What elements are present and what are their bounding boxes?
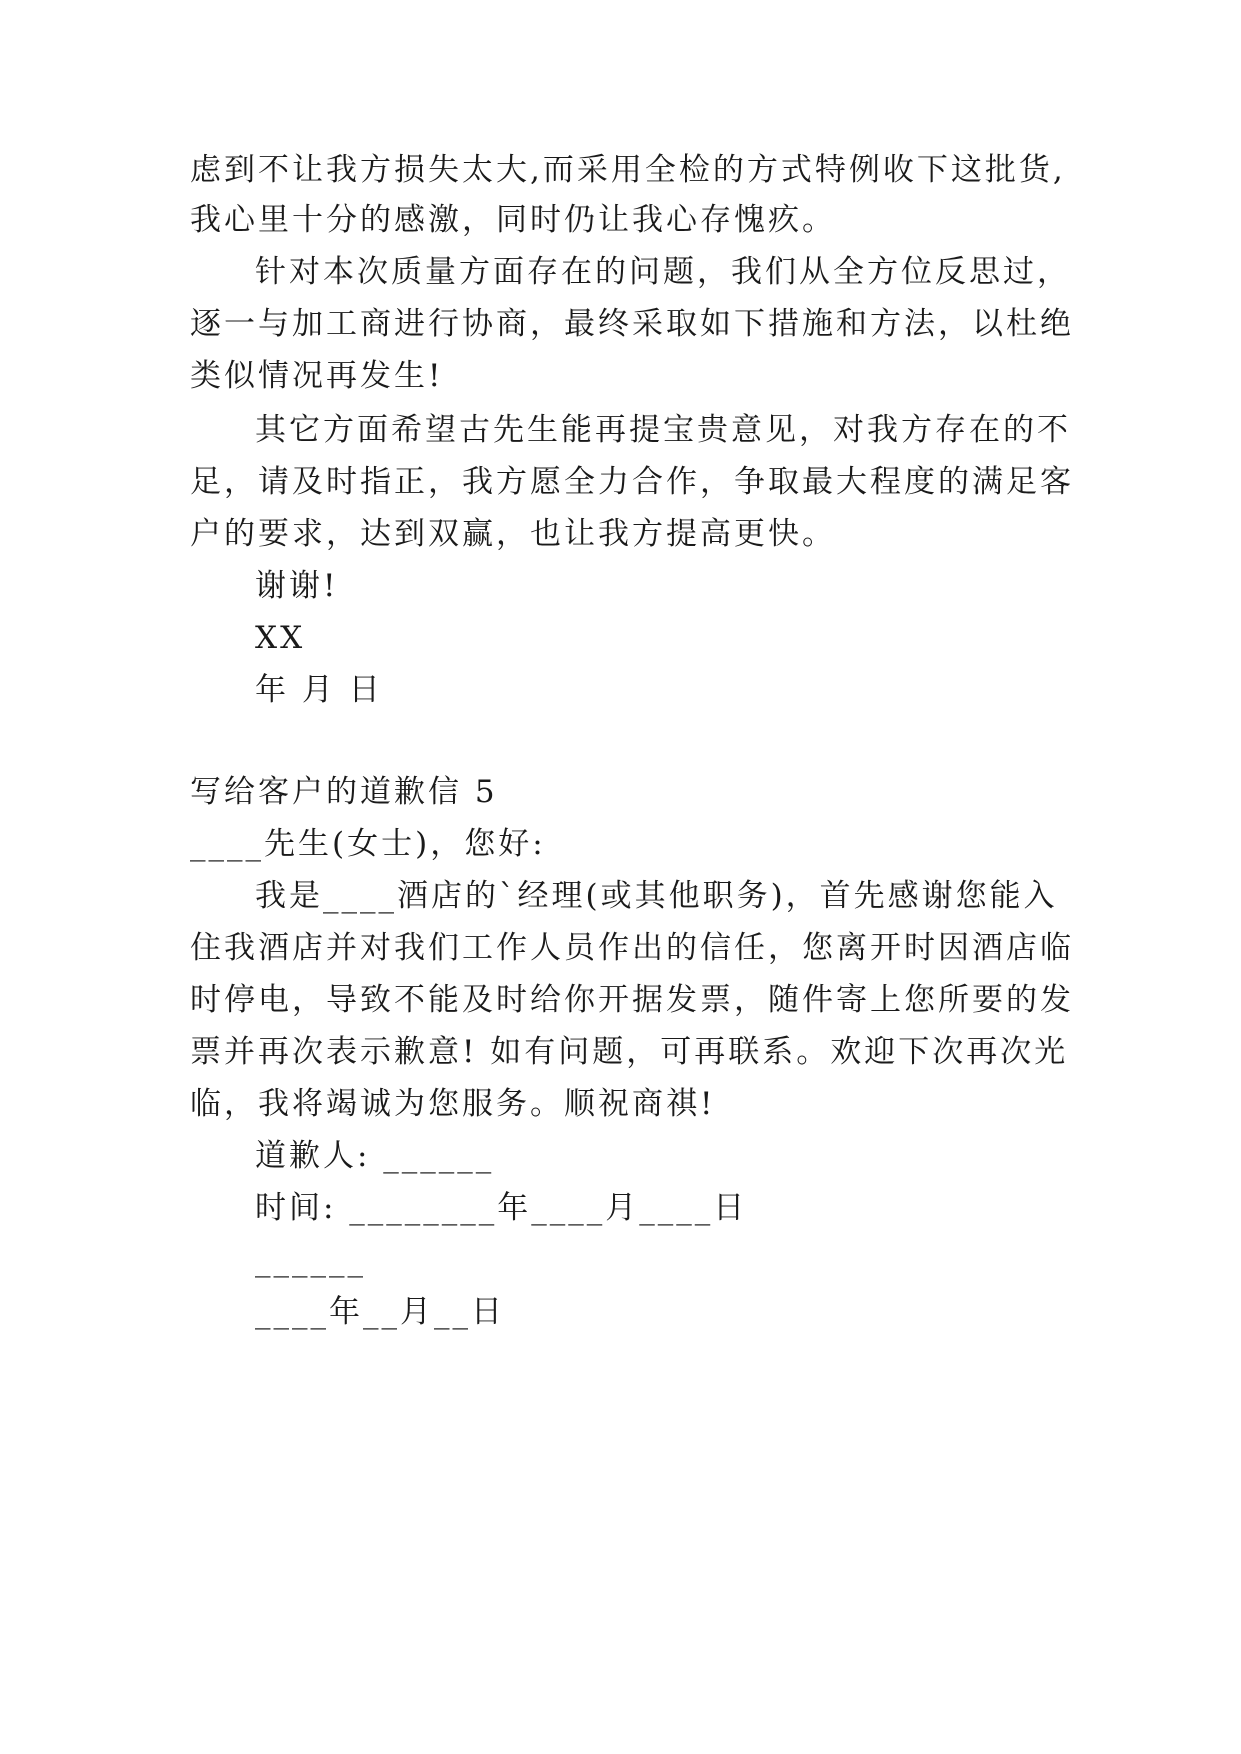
paragraph-line: 临，我将竭诚为您服务。顺祝商祺!	[190, 1086, 716, 1122]
paragraph-line: 时停电，导致不能及时给你开据发票，随件寄上您所要的发	[190, 982, 1074, 1018]
paragraph-line: 逐一与加工商进行协商，最终采取如下措施和方法，以杜绝	[190, 306, 1074, 342]
paragraph-line: 足，请及时指正，我方愿全力合作，争取最大程度的满足客	[190, 464, 1074, 500]
date-line: ____年__月__日	[255, 1294, 505, 1330]
paragraph-line: 住我酒店并对我们工作人员作出的信任，您离开时因酒店临	[190, 930, 1074, 966]
paragraph-line: 户的要求，达到双赢，也让我方提高更快。	[190, 516, 836, 552]
paragraph-line: 其它方面希望古先生能再提宝贵意见，对我方存在的不	[255, 412, 1071, 448]
paragraph-line: 我心里十分的感激，同时仍让我心存愧疚。	[190, 202, 836, 238]
signature-date: 年 月 日	[255, 672, 383, 708]
closing-thanks: 谢谢!	[255, 568, 339, 604]
paragraph-line: 票并再次表示歉意! 如有问题，可再联系。欢迎下次再次光	[190, 1034, 1069, 1070]
signer-line: 道歉人: ______	[255, 1138, 495, 1174]
paragraph-line: 我是____酒店的`经理(或其他职务)，首先感谢您能入	[255, 878, 1058, 914]
paragraph-line: 针对本次质量方面存在的问题，我们从全方位反思过，	[255, 254, 1071, 290]
paragraph-line: 虑到不让我方损失太大,而采用全检的方式特例收下这批货,	[190, 152, 1066, 188]
time-line: 时间: ________年____月____日	[255, 1190, 748, 1226]
greeting: ____先生(女士)，您好:	[190, 826, 546, 862]
blank-line: ______	[255, 1242, 366, 1278]
signature-name: XX	[255, 620, 306, 656]
letter-title: 写给客户的道歉信 5	[190, 774, 498, 810]
paragraph-line: 类似情况再发生!	[190, 358, 444, 394]
